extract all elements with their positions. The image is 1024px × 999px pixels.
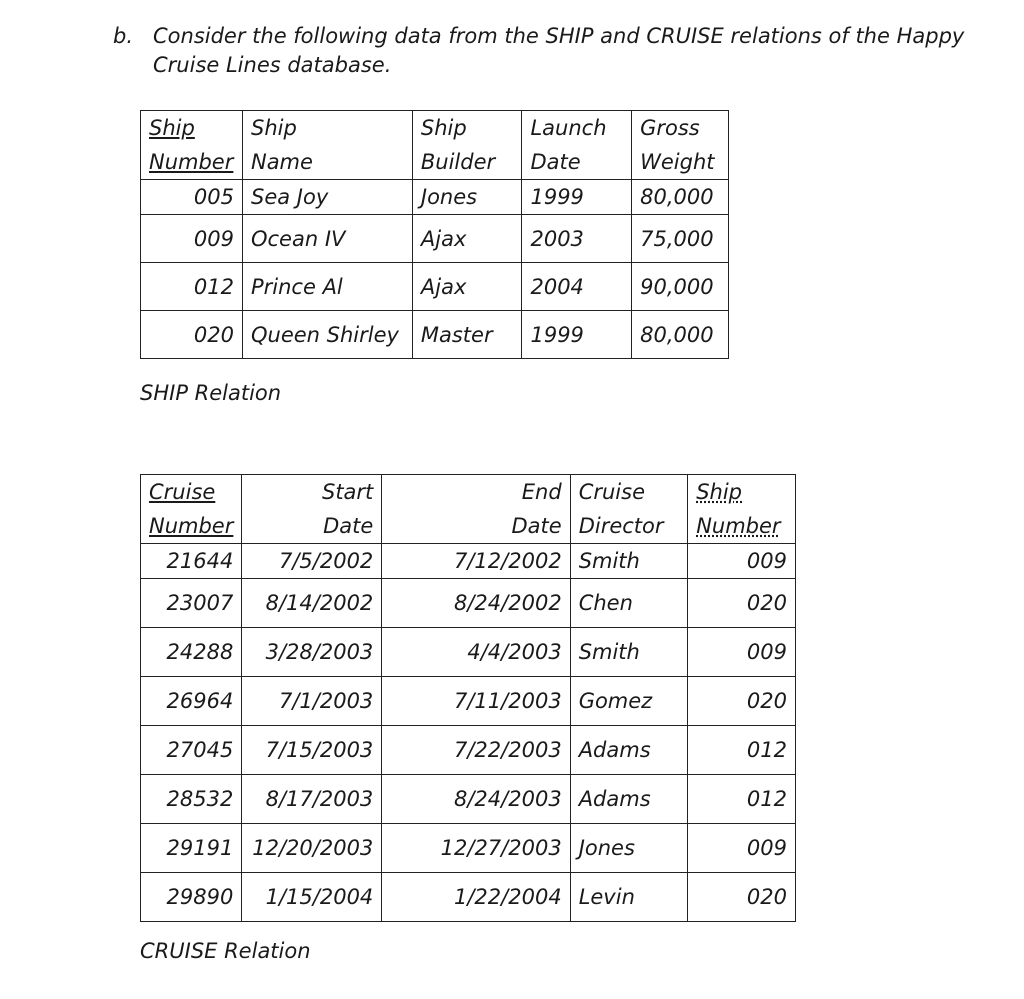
end-date-cell: 8/24/2002 xyxy=(382,579,570,628)
cruise-director-cell: Jones xyxy=(570,824,688,873)
table-row xyxy=(141,775,796,824)
start-date-cell: 7/5/2002 xyxy=(242,544,382,579)
cruise-number-cell: 24288 xyxy=(141,628,242,677)
ship-builder-cell: Jones xyxy=(412,180,522,215)
table-row xyxy=(141,215,729,263)
start-date-cell: 8/17/2003 xyxy=(242,775,382,824)
cruise-number-cell: 23007 xyxy=(141,579,242,628)
ship-number-cell: 012 xyxy=(688,775,796,824)
ship-number-cell: 020 xyxy=(688,579,796,628)
launch-date-cell: 2003 xyxy=(522,215,632,263)
ship-relation-table xyxy=(140,110,729,359)
ship-header-name: Ship xyxy=(242,111,412,146)
ship-builder-cell: Master xyxy=(412,311,522,359)
ship-header-launch-2: Date xyxy=(522,145,632,180)
cruise-relation-table xyxy=(140,474,796,922)
table-row xyxy=(141,311,729,359)
cruise-header-start: Start xyxy=(242,475,382,510)
ship-header-weight-2: Weight xyxy=(632,145,729,180)
cruise-header-ship-2: Number xyxy=(688,509,796,544)
cruise-header-number-2: Number xyxy=(141,509,242,544)
ship-number-cell: 020 xyxy=(141,311,243,359)
start-date-cell: 7/15/2003 xyxy=(242,726,382,775)
ship-number-cell: 020 xyxy=(688,873,796,922)
cruise-header-start-2: Date xyxy=(242,509,382,544)
cruise-number-cell: 29191 xyxy=(141,824,242,873)
cruise-number-cell: 27045 xyxy=(141,726,242,775)
gross-weight-cell: 90,000 xyxy=(632,263,729,311)
ship-number-cell: 005 xyxy=(141,180,243,215)
cruise-director-cell: Gomez xyxy=(570,677,688,726)
ship-header-builder: Ship xyxy=(412,111,522,146)
ship-name-cell: Queen Shirley xyxy=(242,311,412,359)
table-row xyxy=(141,677,796,726)
end-date-cell: 1/22/2004 xyxy=(382,873,570,922)
start-date-cell: 12/20/2003 xyxy=(242,824,382,873)
launch-date-cell: 2004 xyxy=(522,263,632,311)
cruise-header-director-2: Director xyxy=(570,509,688,544)
ship-header-weight: Gross xyxy=(632,111,729,146)
cruise-header-end: End xyxy=(382,475,570,510)
cruise-director-cell: Smith xyxy=(570,628,688,677)
table-row xyxy=(141,180,729,215)
ship-number-cell: 009 xyxy=(688,628,796,677)
end-date-cell: 4/4/2003 xyxy=(382,628,570,677)
end-date-cell: 12/27/2003 xyxy=(382,824,570,873)
ship-builder-cell: Ajax xyxy=(412,215,522,263)
gross-weight-cell: 80,000 xyxy=(632,180,729,215)
cruise-relation-caption: CRUISE Relation xyxy=(140,939,311,963)
ship-name-cell: Ocean IV xyxy=(242,215,412,263)
gross-weight-cell: 80,000 xyxy=(632,311,729,359)
cruise-number-cell: 21644 xyxy=(141,544,242,579)
cruise-director-cell: Chen xyxy=(570,579,688,628)
cruise-header-ship: Ship xyxy=(688,475,796,510)
table-row xyxy=(141,824,796,873)
start-date-cell: 1/15/2004 xyxy=(242,873,382,922)
ship-relation-caption: SHIP Relation xyxy=(140,381,282,405)
table-row xyxy=(141,726,796,775)
ship-number-cell: 020 xyxy=(688,677,796,726)
start-date-cell: 7/1/2003 xyxy=(242,677,382,726)
question-label: b. xyxy=(113,24,134,48)
cruise-number-cell: 26964 xyxy=(141,677,242,726)
ship-builder-cell: Ajax xyxy=(412,263,522,311)
ship-header-launch: Launch xyxy=(522,111,632,146)
ship-number-cell: 012 xyxy=(688,726,796,775)
cruise-director-cell: Smith xyxy=(570,544,688,579)
end-date-cell: 7/12/2002 xyxy=(382,544,570,579)
cruise-director-cell: Levin xyxy=(570,873,688,922)
table-row xyxy=(141,544,796,579)
end-date-cell: 7/11/2003 xyxy=(382,677,570,726)
ship-number-cell: 012 xyxy=(141,263,243,311)
question-text: Consider the following data from the SHIP and CRUISE relations of the Happy Cruise Lines database. xyxy=(153,24,965,77)
launch-date-cell: 1999 xyxy=(522,180,632,215)
ship-header-name-2: Name xyxy=(242,145,412,180)
ship-name-cell: Prince Al xyxy=(242,263,412,311)
start-date-cell: 3/28/2003 xyxy=(242,628,382,677)
table-row xyxy=(141,579,796,628)
gross-weight-cell: 75,000 xyxy=(632,215,729,263)
cruise-number-cell: 29890 xyxy=(141,873,242,922)
end-date-cell: 7/22/2003 xyxy=(382,726,570,775)
cruise-header-number: Cruise xyxy=(141,475,242,510)
table-row xyxy=(141,628,796,677)
cruise-number-cell: 28532 xyxy=(141,775,242,824)
ship-header-number-2: Number xyxy=(141,145,243,180)
ship-header-number: Ship xyxy=(141,111,243,146)
ship-number-cell: 009 xyxy=(688,824,796,873)
cruise-header-end-2: Date xyxy=(382,509,570,544)
start-date-cell: 8/14/2002 xyxy=(242,579,382,628)
ship-number-cell: 009 xyxy=(141,215,243,263)
ship-header-builder-2: Builder xyxy=(412,145,522,180)
launch-date-cell: 1999 xyxy=(522,311,632,359)
ship-name-cell: Sea Joy xyxy=(242,180,412,215)
ship-number-cell: 009 xyxy=(688,544,796,579)
cruise-director-cell: Adams xyxy=(570,775,688,824)
table-row xyxy=(141,263,729,311)
table-row xyxy=(141,873,796,922)
end-date-cell: 8/24/2003 xyxy=(382,775,570,824)
cruise-director-cell: Adams xyxy=(570,726,688,775)
cruise-header-director: Cruise xyxy=(570,475,688,510)
